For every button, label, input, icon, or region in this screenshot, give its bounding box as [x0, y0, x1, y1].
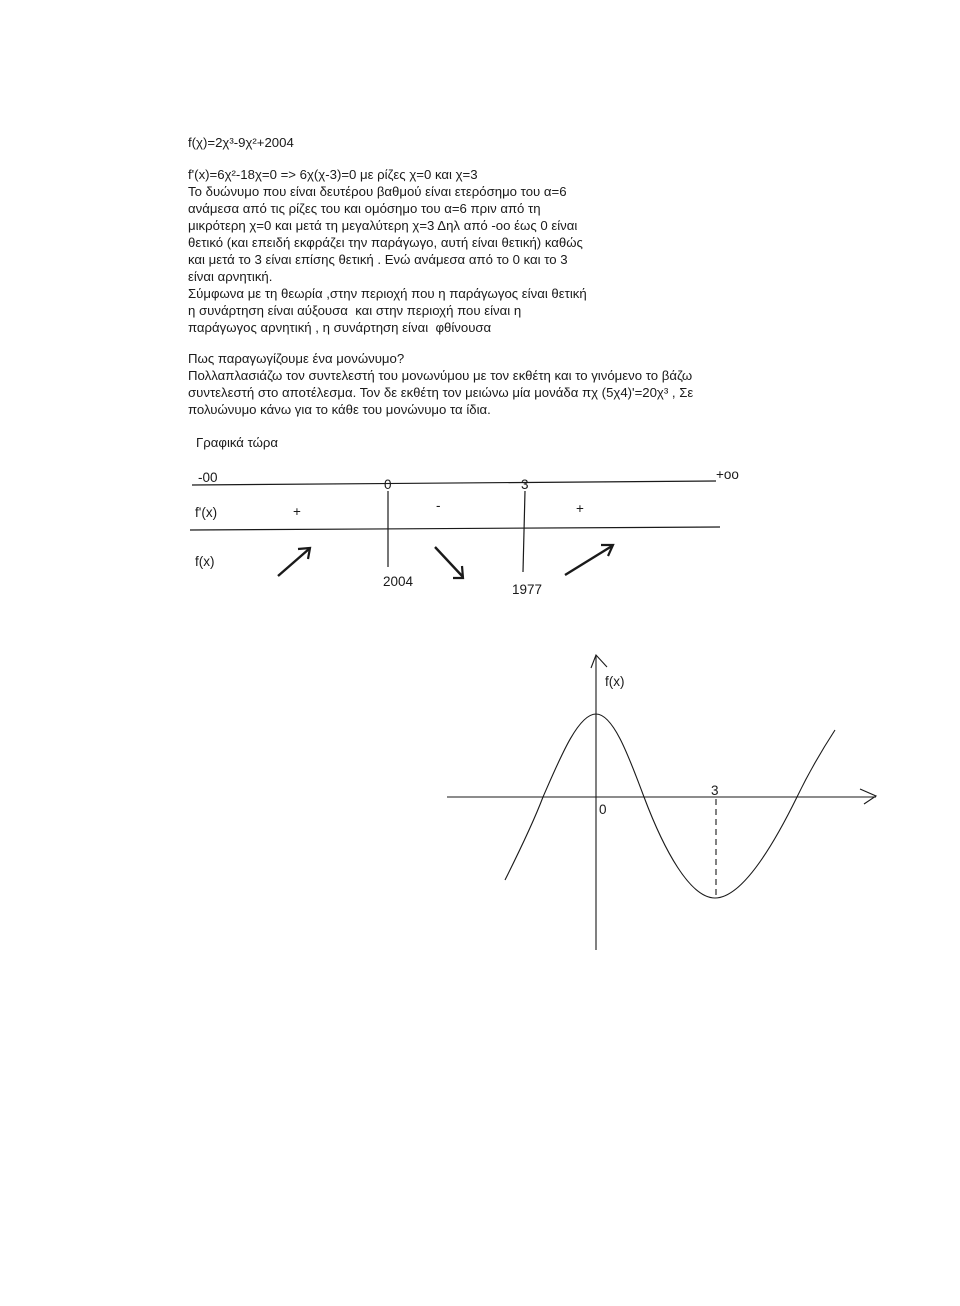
sign-positive: +	[576, 501, 584, 516]
function-sketch	[447, 655, 876, 950]
sign-table-labels	[195, 467, 739, 597]
arrow-increasing-icon	[565, 545, 613, 575]
text-line: Σύμφωνα με τη θεωρία ,στην περιοχή που η παράγωγος είναι θετική	[188, 286, 587, 301]
function-curve	[505, 714, 835, 898]
sign-negative: -	[436, 498, 441, 513]
root-3-label: 3	[521, 477, 529, 492]
text-line: συντελεστή στο αποτέλεσμα. Τον δε εκθέτη τον μειώνω μία μονάδα πχ (5χ4)'=20χ³ , Σε	[188, 385, 694, 400]
function-formula: f(χ)=2χ³-9χ²+2004	[188, 135, 294, 150]
text-line: Πως παραγωγίζουμε ένα μονώνυμο?	[188, 351, 405, 366]
text-line: και μετά το 3 είναι επίσης θετική . Ενώ ανάμεσα από το 0 και το 3	[188, 252, 568, 267]
text-line: η συνάρτηση είναι αύξουσα και στην περιοχή που είναι η	[188, 303, 522, 318]
neg-infinity-label: -00	[198, 470, 218, 485]
value-at-0: 2004	[383, 574, 414, 589]
pos-infinity-label: +oo	[716, 467, 739, 482]
text-line: είναι αρνητική.	[188, 269, 273, 284]
value-at-3: 1977	[512, 582, 543, 597]
sign-table-top-line	[192, 481, 716, 485]
minimum-x-label: 3	[711, 783, 719, 798]
root-0-label: 0	[384, 477, 392, 492]
sign-table	[190, 481, 720, 578]
text-line: μικρότερη χ=0 και μετά τη μεγαλύτερη χ=3 Δηλ από -οο έως 0 είναι	[188, 218, 578, 233]
text-line: παράγωγος αρνητική , η συνάρτηση είναι φθίνουσα	[188, 320, 492, 335]
text-line: Το δυώνυμο που είναι δευτέρου βαθμού είναι ετερόσημο του α=6	[188, 184, 567, 199]
sign-table-divider-at-3	[523, 491, 525, 572]
sign-table-middle-line	[190, 527, 720, 530]
text-line: ανάμεσα από τις ρίζες του και ομόσημο του α=6 πριν από τη	[188, 201, 541, 216]
text-line: θετικό (και επειδή εκφράζει την παράγωγο, αυτή είναι θετική) καθώς	[188, 235, 583, 250]
sign-positive: +	[293, 504, 301, 519]
arrow-increasing-icon	[278, 548, 310, 576]
graph-section-title: Γραφικά τώρα	[196, 435, 279, 450]
origin-label: 0	[599, 802, 607, 817]
text-line: Πολλαπλασιάζω τον συντελεστή του μονωνύμου με τον εκθέτη και το γινόμενο το βάζω	[188, 368, 693, 383]
derivative-row-label: f'(x)	[195, 505, 218, 520]
y-axis-label: f(x)	[605, 674, 625, 689]
text-line: πολυώνυμο κάνω για το κάθε του μονώνυμο τα ίδια.	[188, 402, 491, 417]
text-line: f'(x)=6χ²-18χ=0 => 6χ(χ-3)=0 με ρίζες χ=0 και χ=3	[188, 167, 478, 182]
y-axis-arrowhead-icon	[591, 655, 607, 668]
arrow-decreasing-icon	[435, 547, 463, 578]
function-row-label: f(x)	[195, 554, 215, 569]
